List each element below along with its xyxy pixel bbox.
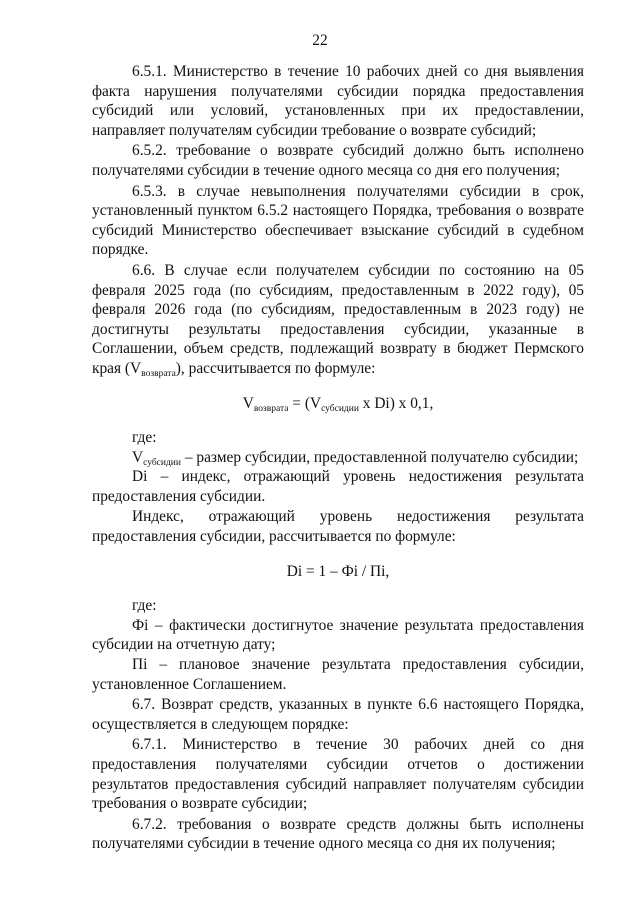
paragraph-6-5-3: 6.5.3. в случае невыполнения получателями субсидии в срок, установленный пунктом 6.5.2 настоящего Порядка, требования о возврате субсидий Министерство обеспечивает взыскание субсидий в судебном порядке. [92, 182, 584, 259]
paragraph-index: Индекс, отражающий уровень недостижения результата предоставления субсидии, рассчитывается по формуле: [92, 508, 584, 546]
paragraph-6-7: 6.7. Возврат средств, указанных в пункте 6.6 настоящего Порядка, осуществляется в следующем порядке: [92, 696, 584, 733]
formula1-mid-sub: субсидии [321, 403, 359, 414]
paragraph-6-7-1: 6.7.1. Министерство в течение 30 рабочих дней со дня предоставления получателями субсидии отчетов о достижении результатов предоставления субсидий направляет получателям субсидии требования о возврате субсидии; [92, 736, 584, 813]
paragraph-6-5-2: 6.5.2. требование о возврате субсидий должно быть исполнено получателями субсидии в течение одного месяца со дня его получения; [92, 142, 584, 179]
formula-di: Di = 1 – Фi / Пi, [286, 562, 390, 580]
formula1-mid: = (V [288, 394, 322, 412]
def-v-text: – размер субсидии, предоставленной получателю субсидии; [180, 448, 579, 466]
definition-di: Di – индекс, отражающий уровень недостижения результата предоставления субсидии. [92, 468, 584, 505]
definition-v-subsidii [92, 448, 584, 468]
def-v-main: V [132, 448, 144, 466]
paragraph-6-6 [92, 261, 584, 379]
where-label-1: где: [132, 429, 157, 447]
def-v-sub: субсидии [143, 457, 181, 468]
formula1-lhs-sub: возврата [253, 403, 289, 414]
where-label-2: где: [132, 597, 157, 615]
formula1-lhs: V [242, 394, 254, 412]
paragraph-6-5-1: 6.5.1. Министерство в течение 10 рабочих дней со дня выявления факта нарушения получателями субсидии порядка предоставления субсидий или условий, установленных при их предоставлении, направляет получателям субсидии требование о возврате субсидий; [92, 63, 584, 139]
page-number: 22 [312, 32, 328, 49]
formula-v-vozvrata [92, 394, 584, 414]
formula1-rhs: x Di) x 0,1, [358, 394, 434, 412]
paragraph-6-6-text: 6.6. В случае если получателем субсидии по состоянию на 05 февраля 2025 года (по субсидиям, предоставленным в 2022 году), 05 февраля 2026 года (по субсидиям, предоставленным в 2023 году) не достигнуты результаты предоставления субсидии, указанные в Соглашении, объем средств, подлежащий возврату в бюджет Пермского края (V [92, 261, 584, 377]
document-body [92, 62, 584, 854]
paragraph-6-7-2: 6.7.2. требования о возврате средств должны быть исполнены получателями субсидии в течение одного месяца со дня их получения; [92, 815, 584, 853]
paragraph-6-6-end: ), рассчитывается по формуле: [175, 359, 376, 377]
definition-phi: Фi – фактически достигнутое значение результата предоставления субсидии на отчетную дату; [92, 616, 584, 654]
subscript-vozvrata: возврата [141, 368, 176, 379]
definition-pi: Пi – плановое значение результата предоставления субсидии, установленное Соглашением. [92, 656, 584, 693]
